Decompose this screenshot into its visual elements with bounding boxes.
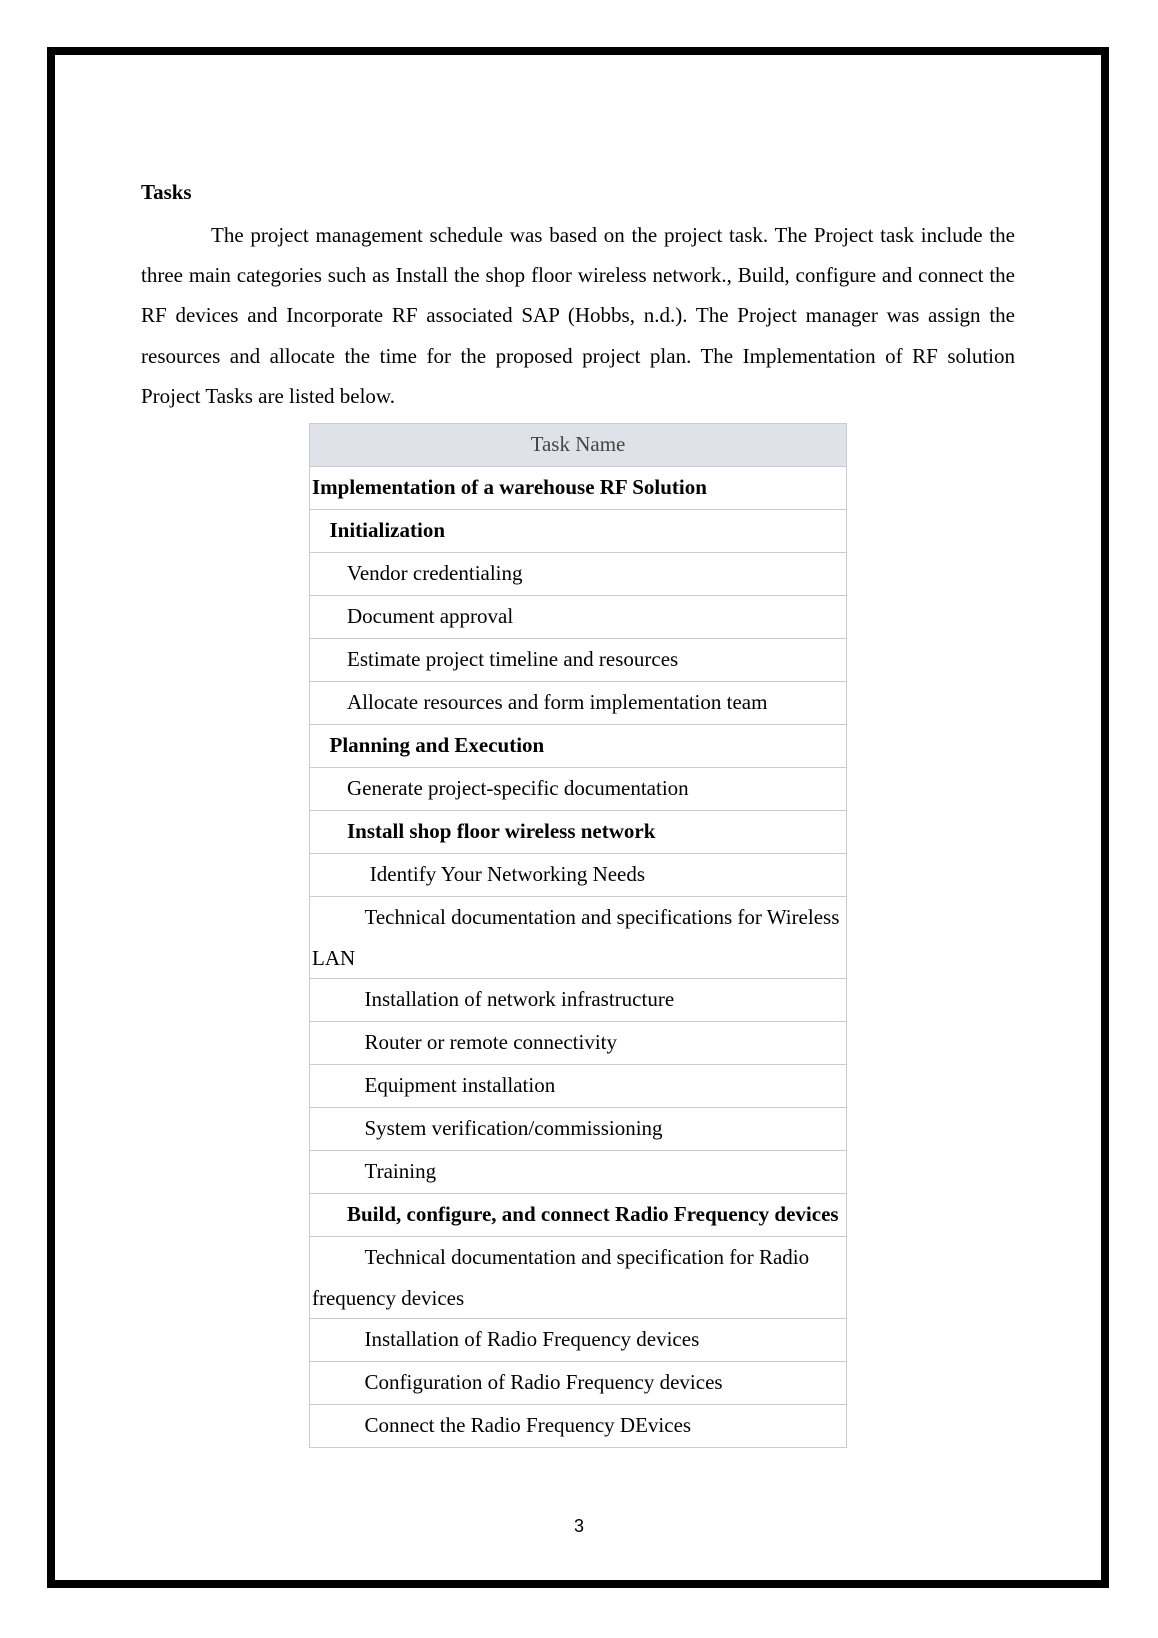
task-name-header: Task Name [310,424,847,467]
table-row [310,596,847,639]
page-number: 3 [573,1516,584,1536]
task-cell: Connect the Radio Frequency DEvices [310,1405,847,1448]
task-cell: Installation of Radio Frequency devices [310,1319,847,1362]
table-row [310,1237,847,1319]
task-table [309,423,847,1448]
task-cell: Technical documentation and specification for Radio frequency devices [310,1237,847,1319]
table-row [310,1108,847,1151]
table-row [310,979,847,1022]
task-cell: Implementation of a warehouse RF Solution [310,467,847,510]
table-row [310,768,847,811]
task-cell: Router or remote connectivity [310,1022,847,1065]
table-row [310,725,847,768]
table-row [310,897,847,979]
table-row [310,467,847,510]
task-cell: Training [310,1151,847,1194]
table-row [310,510,847,553]
section-heading: Tasks [141,180,192,204]
task-cell: Allocate resources and form implementation team [310,682,847,725]
task-cell: Build, configure, and connect Radio Frequency devices [310,1194,847,1237]
table-row [310,1362,847,1405]
task-cell: Equipment installation [310,1065,847,1108]
task-cell: Estimate project timeline and resources [310,639,847,682]
table-row [310,811,847,854]
task-cell: Planning and Execution [310,725,847,768]
table-row [310,639,847,682]
table-row [310,1022,847,1065]
table-row [310,1194,847,1237]
table-row [310,1405,847,1448]
task-cell: Identify Your Networking Needs [310,854,847,897]
table-row [310,1151,847,1194]
task-cell: Document approval [310,596,847,639]
table-row [310,682,847,725]
table-row [310,1319,847,1362]
table-row [310,854,847,897]
task-cell: Install shop floor wireless network [310,811,847,854]
task-cell: Vendor credentialing [310,553,847,596]
table-row [310,1065,847,1108]
task-cell: Installation of network infrastructure [310,979,847,1022]
table-row [310,553,847,596]
task-cell: Technical documentation and specifications for Wireless LAN [310,897,847,979]
task-cell: Configuration of Radio Frequency devices [310,1362,847,1405]
task-cell: System verification/commissioning [310,1108,847,1151]
body-paragraph: The project management schedule was based on the project task. The Project task include the three main categories such as Install the shop floor wireless network., Build, configure and connect the RF devices and Incorporate RF associated SAP (Hobbs, n.d.). The Project manager was assign the resources and allocate the time for the proposed project plan. The Implementation of RF solution Project Tasks are listed below. [141,223,1015,408]
task-cell: Initialization [310,510,847,553]
task-cell: Generate project-specific documentation [310,768,847,811]
